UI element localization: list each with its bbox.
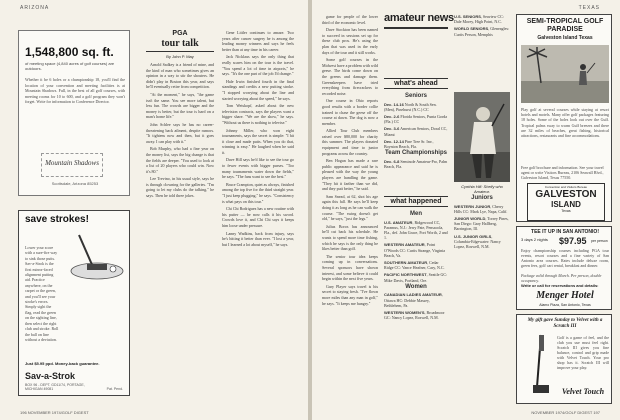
ad-headline: SEMI-TROPICAL GOLF PARADISE — [526, 18, 604, 33]
paragraph: Hale Irwin finished fourth in the final standings and credits a new putting stroke. "I stopped worrying about the line and started worrying about the speed," he says. — [222, 78, 294, 101]
whats-ahead-list — [384, 92, 448, 200]
whats-happened-heading: what happened — [390, 198, 442, 205]
result-name: WESTERN WOMEN'S — [384, 310, 425, 316]
result-item: WORLD SENIORS, Gleneagles: Curtis Person, Memphis — [454, 26, 510, 37]
ad-write-line: Write or call for reservations and details: — [521, 283, 599, 288]
result-winner: Mike Davis, Portland, Ore. — [384, 277, 428, 283]
result-place: Gleneagles — [490, 26, 509, 32]
juniors-column — [454, 194, 510, 402]
result-name: WESTERN JUNIOR — [454, 203, 491, 209]
menger-hotel-ad — [516, 226, 612, 310]
logo-text: Mountain Shadows — [45, 159, 99, 167]
men-heading: Men — [410, 211, 422, 217]
result-name: PACIFIC NORTHWEST — [384, 272, 427, 278]
headline-rule — [146, 51, 214, 52]
ad-headline: 1,548,800 sq. ft. — [25, 45, 114, 59]
paragraph: Lee Trevino, in his usual style, says he is through clowning for the galleries. "I'm going to let my clubs do the talking," he says. Then he told three jokes. — [146, 176, 214, 199]
velvet-touch-logo: Velvet Touch — [561, 387, 605, 396]
article-kicker: PGA — [172, 30, 188, 37]
ad-address: BOX 96 - DEPT. GD11/74, PORTAGE, MICHIGAN 49081 — [25, 383, 85, 391]
whats-happened-list — [384, 210, 448, 402]
seal-top: Convention and Visitors Bureau — [544, 185, 588, 189]
result-winner: Curtis Strange, Virginia Beach, Va. — [384, 247, 446, 258]
mountain-shadows-logo — [41, 153, 103, 177]
seal-name: GALVESTON — [535, 189, 597, 200]
result-winner: Curtis Person, Memphis — [454, 31, 493, 37]
ad-body: Whether it be 6 holes or a championship 18, you'll find the location of your convention and meeting facilities is at Mountain Shadows. Full, in the best of all golf courses, with meeting rooms for 10 to 600, and a golf program they won't forget. Write for information to Conference Director. — [25, 77, 125, 105]
event-date: Dec. 12-14 — [384, 138, 404, 144]
result-winner: Jerry Pate, Pensacola, Fla., def. John Grace, Fort Worth, 2 and 1. — [384, 224, 448, 241]
article-column-2 — [222, 30, 294, 402]
result-item: WESTERN WOMEN'S, Broadmoor GC: Nancy Lopez, Roswell, N.M. — [384, 310, 445, 321]
result-winner: Dale Morey, High Point, N.C. — [454, 19, 502, 25]
event-name: Pine Tree Sr. Inv. — [404, 138, 433, 144]
whats-ahead-banner — [384, 78, 448, 89]
result-name: SOUTHERN AMATEUR — [384, 260, 428, 266]
event-place: Pinehurst (N.C.) CC — [396, 106, 429, 112]
listing-intro — [384, 32, 448, 78]
women-heading: Women — [405, 283, 427, 290]
ad-price: Just $5.95 ppd. Money-back guarantee. — [25, 361, 100, 366]
event-date: Dec. 3-6 — [384, 126, 400, 132]
result-item: WESTERN AMATEUR, Point O'Woods CC: Curtis Strange, Virginia Beach, Va. — [384, 242, 446, 258]
event-name: North & South Sen. (Men) — [384, 101, 437, 112]
putter-club-illustration — [523, 333, 555, 401]
paragraph: Some golf courses in the Midwest have a problem with wild geese. The birds come down on the greens and damage them. Greenskeepers have tried everything from firecrackers to recorded noise. — [322, 57, 378, 96]
result-name: U.S. AMATEUR — [384, 219, 413, 225]
paragraph: Gene Littler continues to amaze. Two years after cancer surgery he is among the leading money winners and says he feels better than at any time in his career. — [222, 30, 294, 52]
ad-brand: Sav-a-Strok — [25, 371, 76, 381]
mountain-shadows-ad — [18, 30, 130, 196]
ad-subhead: Galveston Island Texas — [537, 35, 593, 41]
seal-bottom: Texas — [561, 209, 571, 213]
result-item: PACIFIC NORTHWEST, Seattle GC: Mike Davis, Portland, Ore. — [384, 272, 448, 283]
article-byline: By John P. May — [166, 54, 194, 59]
ad-body: Golf is a game of feel, and the club you use must feel right. Scratch III gives you fine balance, control and grip made with Velvet Touch. Your pro shop has it. Scratch III will improve your play. — [557, 335, 609, 370]
paragraph: Dave Stockton has been named to succeed in sessions set up for these club pros. He's using the plan that was used in the early days of the tour and it still works. — [322, 27, 378, 55]
ad-headline: My gift gave Sunday to Velvet with a Scratch III — [527, 318, 603, 329]
paragraph: Gary Player says travel is his secret to staying fresh. "I've flown more miles than any man in golf," he says. "It keeps me hungry." — [322, 283, 378, 306]
result-name: WESTERN AMATEUR — [384, 242, 425, 248]
event-item: Dec. 3-6 American Seniors, Doral CC, Miami — [384, 126, 448, 137]
result-name: WORLD SENIORS — [454, 26, 489, 32]
paragraph: game for people of the lower third of the economic level. — [322, 14, 378, 25]
seal-sub: ISLAND — [551, 200, 581, 209]
paragraph: Bruce Crampton, quiet as always, finished among the top five for the third straight year. "I just keep plugging," he says. "Consistency is what pays on this tour." — [222, 181, 294, 204]
paragraph: Sam Snead, at 62, shot his age again this fall. He says he'll keep doing it as long as he can walk the course. "The swing doesn't get old," he says, "just the legs." — [322, 193, 378, 222]
amateur-news-masthead: amateur news — [384, 12, 454, 24]
paragraph: Bob Murphy, who had a fine year on the money list, says the big change is that the fields are deeper. "You used to look at a list of 20 players who could win. Now it's 80." — [146, 146, 214, 174]
menger-address: Alamo Plaza, San Antonio, Texas — [539, 303, 591, 307]
event-item: Dec. 12-14 Pine Tree Sr. Inv., Boynton Beach, Fla. — [384, 138, 434, 150]
result-winner: Vance Heafner, Cary, N.C. — [401, 265, 445, 271]
golf-scene-photo — [521, 45, 609, 103]
paragraph: Dave Hill says he'd like to see the tour go to fewer events with bigger purses. "Too many tournaments water down the fields," he says. "The fans want to see the best." — [222, 157, 294, 180]
article-headline: tour talk — [161, 38, 199, 49]
event-place: Palm Beach, Fla. — [384, 158, 448, 170]
paragraph: Ben Hogan has made a rare public appearance and said he is pleased with the way the young players are handling the game. "They hit it farther than we did, and they putt better," he said. — [322, 158, 378, 192]
team-heading: Team Championships — [385, 150, 447, 157]
paragraph: Jack Nicklaus says the only thing that really scares him on the tour is the travel. "You spend a lot of time in airports," he says. "It's the one part of the job I'd change." — [222, 54, 294, 77]
event-place: Punta Gorda (Fla.) CC — [384, 114, 448, 125]
result-winner: Debbie Massey, Bethlehem, Pa. — [384, 297, 430, 308]
event-place: Boynton Beach, Fla. — [384, 144, 417, 150]
result-item: U.S. AMATEUR, Ridgewood CC, Paramus, N.J.: Jerry Pate, Pensacola, Fla., def. John Grace, Fort Worth, 2 and 1. — [384, 219, 448, 241]
ad-fine-print: Package valid through March. Per person, double occupancy. — [521, 273, 602, 283]
paragraph: Johnny Miller, who won eight tournaments, says the secret is simple: "I hit it close and made putts. When you do that, winning is easy." He laughed when he said it. — [222, 127, 294, 155]
menger-logo: Menger Hotel — [536, 290, 594, 301]
result-item: WESTERN JUNIOR, Cherry Hills CC: Mark Lye, Napa, Calif. — [454, 203, 508, 214]
result-name: JUNIOR WORLD — [454, 216, 486, 221]
whats-ahead-heading: what's ahead — [394, 80, 438, 87]
result-name: U.S. SENIORS — [454, 14, 481, 19]
result-place: Cherry Hills CC — [454, 203, 504, 214]
sav-a-strok-ad — [18, 210, 130, 396]
ad-price: $97.95 — [559, 236, 587, 246]
paragraph: Allied Tour Club members raised over $80,000 for charity this summer. The players donated equipment and time to junior programs across the country. — [322, 128, 378, 156]
result-place: Broadmoor GC — [384, 310, 445, 321]
paragraph: Tom Weiskopf, asked about the new television contracts, says the players want a bigger share. "We are the show," he says. "Without us there is nothing to televise." — [222, 103, 294, 125]
ad-body: Play golf at several courses while staying at resort hotels and motels. Many offer golf packages featuring 18 holes. Some of the holes look out over the Gulf. Tropical palms sway to warm Gulf breezes and there are 32 miles of beaches, great fishing, historical attractions, restaurants and fine accommodations. — [521, 107, 609, 139]
result-winner: Nancy Lopez, Roswell, N.M. — [391, 315, 439, 321]
seniors-heading: Seniors — [404, 93, 427, 99]
golfer-photo — [454, 92, 510, 182]
event-name: Seminole Amateur-Pro — [400, 158, 438, 164]
ad-subhead: of meeting space (4,840 acres of golf courses) are outdoors. — [25, 61, 115, 71]
result-item: JUNIOR WORLD, Torrey Pines, San Diego: Gary Hallberg, Barrington, Ill. — [454, 216, 509, 232]
result-item: SOUTHERN AMATEUR, Cedar Ridge CC: Vance Heafner, Cary, N.C. — [384, 260, 445, 271]
result-name: CANADIAN LADIES AMATEUR — [384, 292, 442, 298]
event-name: Florida Seniors — [400, 114, 425, 119]
running-head-right: TEXAS — [578, 5, 600, 11]
right-page — [312, 0, 620, 420]
result-item: CANADIAN LADIES AMATEUR, Ottawa HC: Debbie Massey, Bethlehem, Pa. — [384, 292, 443, 308]
article-continued-column — [322, 14, 378, 402]
whats-happened-banner — [384, 196, 448, 207]
result-place: Cedar Ridge CC — [384, 260, 439, 271]
result-place: Torrey Pines, San Diego — [454, 216, 509, 227]
event-item: Dec. 14-16 North & South Sen. (Men), Pinehurst (N.C.) CC — [384, 101, 437, 112]
paragraph: The senior tour idea keeps coming up in conversations. Several sponsors have shown interest, and some believe it could begin within the next five years. — [322, 253, 378, 282]
result-place: Seaview CC — [482, 14, 503, 19]
paragraph: One course in Ohio reports good results with a border collie trained to chase the geese off the course at dawn. The dog is now a member. — [322, 98, 378, 126]
ad-price-note: per person — [591, 239, 608, 243]
folio-left: 196 NOVEMBER 1974/GOLF DIGEST — [20, 410, 89, 415]
paragraph: Arnold Sadkey is a friend of mine, and the kind of man who sometimes gives an opinion in a way to stir the shouters. He didn't play in Boston this year, and says he'll eventually retire from competition. — [146, 62, 214, 90]
ad-offer: 3 days 2 nights — [521, 237, 548, 242]
result-item: U.S. SENIORS, Seaview CC: Dale Morey, High Point, N.C. — [454, 14, 504, 25]
folio-right: NOVEMBER 1974/GOLF DIGEST 197 — [531, 410, 600, 415]
masthead-rule — [384, 27, 448, 29]
result-winner: Nancy Lopez, Roswell, N.M. — [454, 238, 501, 250]
galveston-ad — [516, 14, 612, 222]
photo-caption: Cynthia Hill: Shelly who Amateur. — [461, 184, 503, 194]
result-place: Ottawa HC — [384, 297, 403, 303]
paragraph: "At the moment," he says, "the game isn't the same. You see more talent, but less fun. The crowds are bigger and the money is better, but the tour is hard on a man's home life." — [146, 91, 214, 120]
event-place: Doral CC, Miami — [384, 126, 448, 137]
paragraph: John Schlee says he has no career-threatening back ailment, despite rumors. "It tightens now and then, but it goes away. I can play with it." — [146, 121, 214, 144]
scratch-iii-ad — [516, 314, 612, 404]
left-page — [0, 0, 308, 420]
ad-body: Lower your score with a sure-fire way to sink those putts. Sav-a-Strok is the first mirror-faced alignment putting aid. Practice anywhere, on the carpet or the green, and you'll see your stroke's errors. Simply sight the flag, read the green on the sighting line, then select the right club and stroke. Roll the ball on line without a deviation. — [25, 245, 59, 342]
ad-headline: TEE IT UP IN SAN ANTONIO! — [531, 229, 599, 235]
paragraph: Chi Chi Rodriguez has a new routine with his putter — he now calls it his sword. Crowds love it, and Chi Chi says it keeps him loose under pressure. — [222, 206, 294, 228]
ad-footer: Pat. Pend. — [106, 387, 123, 391]
event-item: Dec. 6-8 Seminole Amateur-Pro, Palm Beach, Fla. — [384, 158, 448, 170]
result-item: U.S. JUNIOR GIRLS, Columbia-Edgewater: Nancy Lopez, Roswell, N.M. — [454, 233, 501, 250]
event-name: American Seniors — [400, 126, 429, 132]
seniors-results-top — [454, 14, 510, 92]
result-name: U.S. JUNIOR GIRLS — [454, 233, 492, 239]
paragraph: Julius Boros has announced he'll cut back his schedule. He wants to spend more time fishing, which he says is the only thing he likes better than golf. — [322, 223, 378, 252]
galveston-seal — [527, 183, 605, 221]
ad-headline: save strokes! — [25, 214, 89, 225]
event-date: Dec. 14-16 — [384, 101, 404, 107]
result-place: Seattle GC — [428, 272, 447, 278]
result-place: Columbia-Edgewater — [454, 238, 489, 244]
result-place: Ridgewood CC, Paramus, N.J. — [384, 219, 441, 230]
result-winner: Mark Lye, Napa, Calif. — [470, 208, 508, 214]
event-item: Dec. 2-6 Florida Seniors, Punta Gorda (Fla.) CC — [384, 114, 448, 125]
result-place: Point O'Woods CC — [384, 242, 436, 253]
ad-body: Enjoy championship courses including PGA tour events, resort courses and a fine variety of San Antonio area courses. Rates include deluxe room, green fees, golf cart rental, breakfast and dinner. — [521, 248, 609, 268]
ad-write-line: Free golf brochure and information. See your travel agent or write Visitors Bureau, 2106 Seawall Blvd., Galveston Island, Texas 77550. — [521, 165, 604, 180]
running-head-left: ARIZONA — [20, 5, 50, 11]
event-date: Dec. 6-8 — [384, 158, 400, 164]
ad-address: Scottsdale, Arizona 85253 — [51, 181, 99, 186]
article-column-1 — [146, 62, 214, 402]
paragraph: Lanny Wadkins, back from injury, says he's hitting it better than ever. "I lost a year, but I learned a lot about myself," he says. — [222, 230, 294, 247]
result-winner: Gary Hallberg, Barrington, Ill. — [454, 221, 497, 232]
paragraph — [384, 32, 448, 38]
putter-illustration — [57, 231, 125, 283]
juniors-heading: Juniors — [471, 195, 493, 201]
event-date: Dec. 2-6 — [384, 114, 400, 119]
